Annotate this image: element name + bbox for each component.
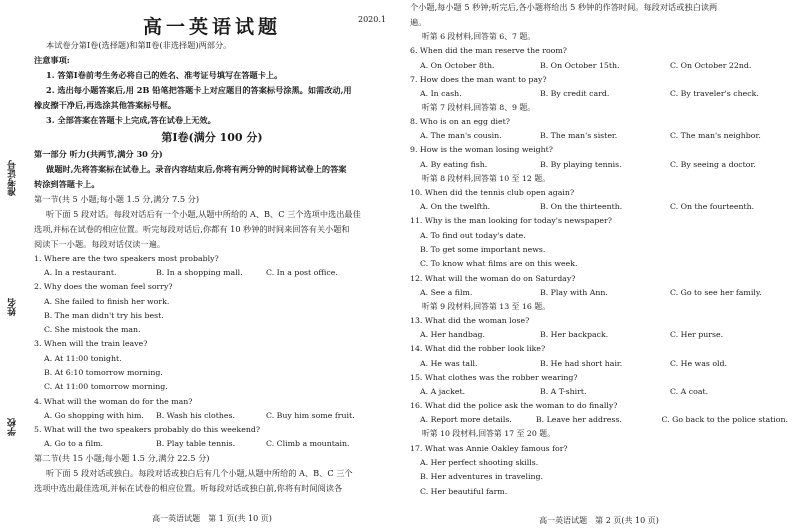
notice-line: 橡皮擦干净后,再选涂其他答案标号框。 bbox=[34, 100, 177, 110]
question-text: 15. What clothes was the robber wearing? bbox=[410, 372, 578, 382]
option-b: B. Wash his clothes. bbox=[156, 410, 235, 420]
option-c: C. By seeing a doctor. bbox=[670, 159, 756, 169]
question-text: 11. Why is the man looking for today's newspaper? bbox=[410, 216, 612, 226]
question-text: 1. Where are the two speakers most probably? bbox=[34, 254, 219, 263]
option-b: B. By playing tennis. bbox=[540, 159, 622, 169]
option-line: C. Her beautiful farm. bbox=[420, 486, 508, 496]
question-text: 13. What did the woman lose? bbox=[410, 316, 530, 326]
option-b: B. Play table tennis. bbox=[156, 439, 236, 449]
option-a: A. In cash. bbox=[420, 88, 462, 98]
option-c: C. Buy him some fruit. bbox=[266, 410, 355, 420]
option-a: A. Go shopping with him. bbox=[44, 410, 144, 420]
section-description: 阅读下一小题。每段对话仅读一遍。 bbox=[34, 239, 166, 249]
option-b: B. He had short hair. bbox=[540, 358, 623, 368]
notice-line: 3. 全部答案在答题卡上完成,答在试卷上无效。 bbox=[46, 115, 216, 125]
option-c: C. At 11:00 tomorrow morning. bbox=[44, 382, 168, 392]
continued-text: 遍。 bbox=[410, 17, 427, 27]
option-a: A. On the twelfth. bbox=[420, 202, 491, 212]
option-b: B. On the thirteenth. bbox=[540, 202, 623, 212]
option-a: A. On October 8th. bbox=[420, 60, 495, 70]
option-row bbox=[410, 59, 788, 73]
option-row bbox=[410, 200, 788, 214]
option-row bbox=[34, 437, 390, 451]
section-description: 选项,并标在试卷的相应位置。听完每段对话后,你都有 10 秒钟的时间来回答有关小题和 bbox=[34, 224, 350, 234]
option-a: A. She failed to finish her work. bbox=[44, 296, 170, 306]
exam-date: 2020.1 bbox=[358, 15, 386, 24]
page-footer: 高一英语试题 第 1 页(共 10 页) bbox=[152, 514, 272, 523]
question-list bbox=[410, 30, 788, 499]
option-line: A. To find out today's date. bbox=[420, 230, 526, 240]
option-b: B. The man didn't try his best. bbox=[44, 310, 164, 320]
question-text: 10. When did the tennis club open again? bbox=[410, 188, 575, 198]
intro-text: 本试卷分第Ⅰ卷(选择题)和第Ⅱ卷(非选择题)两部分。 bbox=[46, 40, 232, 50]
school-label: 学校 bbox=[8, 418, 18, 436]
question-text: 7. How does the man want to pay? bbox=[410, 74, 547, 84]
listening-instruction: 听第 9 段材料,回答第 13 至 16 题。 bbox=[422, 301, 550, 311]
option-a: A. He was tall. bbox=[420, 358, 478, 368]
option-b: B. A T-shirt. bbox=[540, 387, 587, 397]
question-text: 9. How is the woman losing weight? bbox=[410, 145, 553, 155]
part-description: 转涂到答题卡上。 bbox=[34, 179, 100, 189]
option-row bbox=[410, 286, 788, 300]
option-line: B. To get some important news. bbox=[420, 244, 546, 254]
option-row bbox=[410, 328, 788, 342]
option-b: B. At 6:10 tomorrow morning. bbox=[44, 368, 163, 378]
option-c: C. She mistook the man. bbox=[44, 325, 141, 335]
option-b: B. Her backpack. bbox=[540, 330, 609, 340]
option-c: C. Her purse. bbox=[670, 330, 724, 340]
listening-instruction: 听第 7 段材料,回答第 8、9 题。 bbox=[422, 102, 536, 112]
option-line: A. Her perfect shooting skills. bbox=[420, 457, 539, 467]
listening-instruction: 听第 8 段材料,回答第 10 至 12 题。 bbox=[422, 173, 550, 183]
page-footer: 高一英语试题 第 2 页(共 10 页) bbox=[539, 516, 659, 525]
option-a: A. The man's cousin. bbox=[420, 131, 502, 141]
listening-instruction: 听第 10 段材料,回答第 17 至 20 题。 bbox=[422, 429, 555, 439]
option-b: B. Play with Ann. bbox=[540, 287, 608, 297]
part-description: 做题时,先将答案标在试卷上。录音内容结束后,你将有两分钟的时间将试卷上的答案 bbox=[46, 164, 347, 174]
option-a: A. By eating fish. bbox=[420, 159, 488, 169]
option-row bbox=[410, 413, 788, 427]
name-label: 姓名 bbox=[8, 298, 18, 316]
option-b: B. On October 15th. bbox=[540, 60, 620, 70]
question-text: 6. When did the man reserve the room? bbox=[410, 46, 567, 56]
option-c: C. Go to see her family. bbox=[670, 287, 762, 297]
question-text: 2. Why does the woman feel sorry? bbox=[34, 282, 173, 292]
option-b: B. In a shopping mall. bbox=[156, 268, 243, 278]
question-text: 3. When will the train leave? bbox=[34, 339, 148, 349]
section-title: 第Ⅰ卷(满分 100 分) bbox=[161, 131, 263, 144]
option-line: C. To know what films are on this week. bbox=[420, 259, 578, 269]
question-text: 4. What will the woman do for the man? bbox=[34, 396, 193, 406]
option-a: A. A jacket. bbox=[420, 387, 466, 397]
question-text: 5. What will the two speakers probably do this weekend? bbox=[34, 424, 261, 434]
option-a: A. Her handbag. bbox=[420, 330, 485, 340]
question-text: 16. What did the police ask the woman to do finally? bbox=[410, 401, 618, 411]
notice-line: 2. 选出每小题答案后,用 2B 铅笔把答题卡上对应题目的答案标号涂黑。如需改动,用 bbox=[46, 85, 352, 95]
option-a: A. In a restaurant. bbox=[44, 268, 117, 278]
option-c: C. By traveler's check. bbox=[670, 88, 759, 98]
question-text: 17. What was Annie Oakley famous for? bbox=[410, 443, 568, 453]
section-heading: 第二节(共 15 小题;每小题 1.5 分,满分 22.5 分) bbox=[34, 453, 210, 464]
option-row bbox=[410, 129, 788, 143]
option-c: C. On the fourteenth. bbox=[670, 202, 755, 212]
option-b: B. By credit card. bbox=[540, 88, 610, 98]
option-c: C. In a post office. bbox=[266, 268, 338, 278]
section-description: 听下面 5 段对话。每段对话后有一个小题,从题中所给的 A、B、C 三个选项中选出最佳 bbox=[46, 209, 361, 219]
option-row bbox=[410, 87, 788, 101]
exam-title: 高一英语试题 bbox=[142, 16, 281, 38]
option-b: B. The man's sister. bbox=[540, 131, 618, 141]
option-a: A. See a film. bbox=[420, 287, 473, 297]
option-c: C. He was old. bbox=[670, 358, 727, 368]
continued-text: 个小题,每小题 5 秒钟;听完后,各小题将给出 5 秒钟的作答时间。每段对话或独白读两 bbox=[410, 2, 718, 12]
exam-number-label: 准考证号 bbox=[8, 160, 18, 196]
question-text: 12. What will the woman do on Saturday? bbox=[410, 273, 576, 283]
part-heading: 第一部分 听力(共两节,满分 30 分) bbox=[34, 149, 163, 159]
option-line: B. Her adventures in traveling. bbox=[420, 472, 543, 482]
question-text: 8. Who is on an egg diet? bbox=[410, 117, 510, 127]
option-b: B. Leave her address. bbox=[535, 415, 622, 425]
page-2 bbox=[410, 0, 788, 530]
notice-line: 1. 答第Ⅰ卷前考生务必将自己的姓名、准考证号填写在答题卡上。 bbox=[46, 70, 283, 80]
option-c: C. A coat. bbox=[670, 387, 709, 397]
option-a: A. Go to a film. bbox=[44, 439, 103, 449]
option-row bbox=[34, 266, 390, 280]
section-description: 听下面 5 段对话或独白。每段对话或独白后有几个小题,从题中所给的 A、B、C 三个 bbox=[46, 468, 353, 479]
option-row bbox=[410, 158, 788, 172]
option-c: C. On October 22nd. bbox=[670, 60, 752, 70]
question-text: 14. What did the robber look like? bbox=[410, 344, 546, 354]
option-row bbox=[410, 357, 788, 371]
option-row bbox=[410, 385, 788, 399]
listening-instruction: 听第 6 段材料,回答第 6、7 题。 bbox=[422, 32, 536, 41]
option-a: A. Report more details. bbox=[420, 415, 512, 425]
binding-strip bbox=[0, 0, 28, 530]
option-c: C. The man's neighbor. bbox=[670, 131, 761, 141]
option-c: C. Go back to the police station. bbox=[661, 415, 788, 425]
page-1 bbox=[34, 6, 390, 528]
option-c: C. Climb a mountain. bbox=[266, 439, 350, 449]
section-description: 选项中选出最佳选项,并标在试卷的相应位置。听每段对话或独白前,你将有时间阅读各 bbox=[34, 483, 343, 494]
notice-heading: 注意事项: bbox=[34, 55, 70, 65]
option-row bbox=[34, 409, 390, 423]
option-a: A. At 11:00 tonight. bbox=[44, 353, 122, 363]
section-heading: 第一节(共 5 小题;每小题 1.5 分,满分 7.5 分) bbox=[34, 194, 200, 204]
